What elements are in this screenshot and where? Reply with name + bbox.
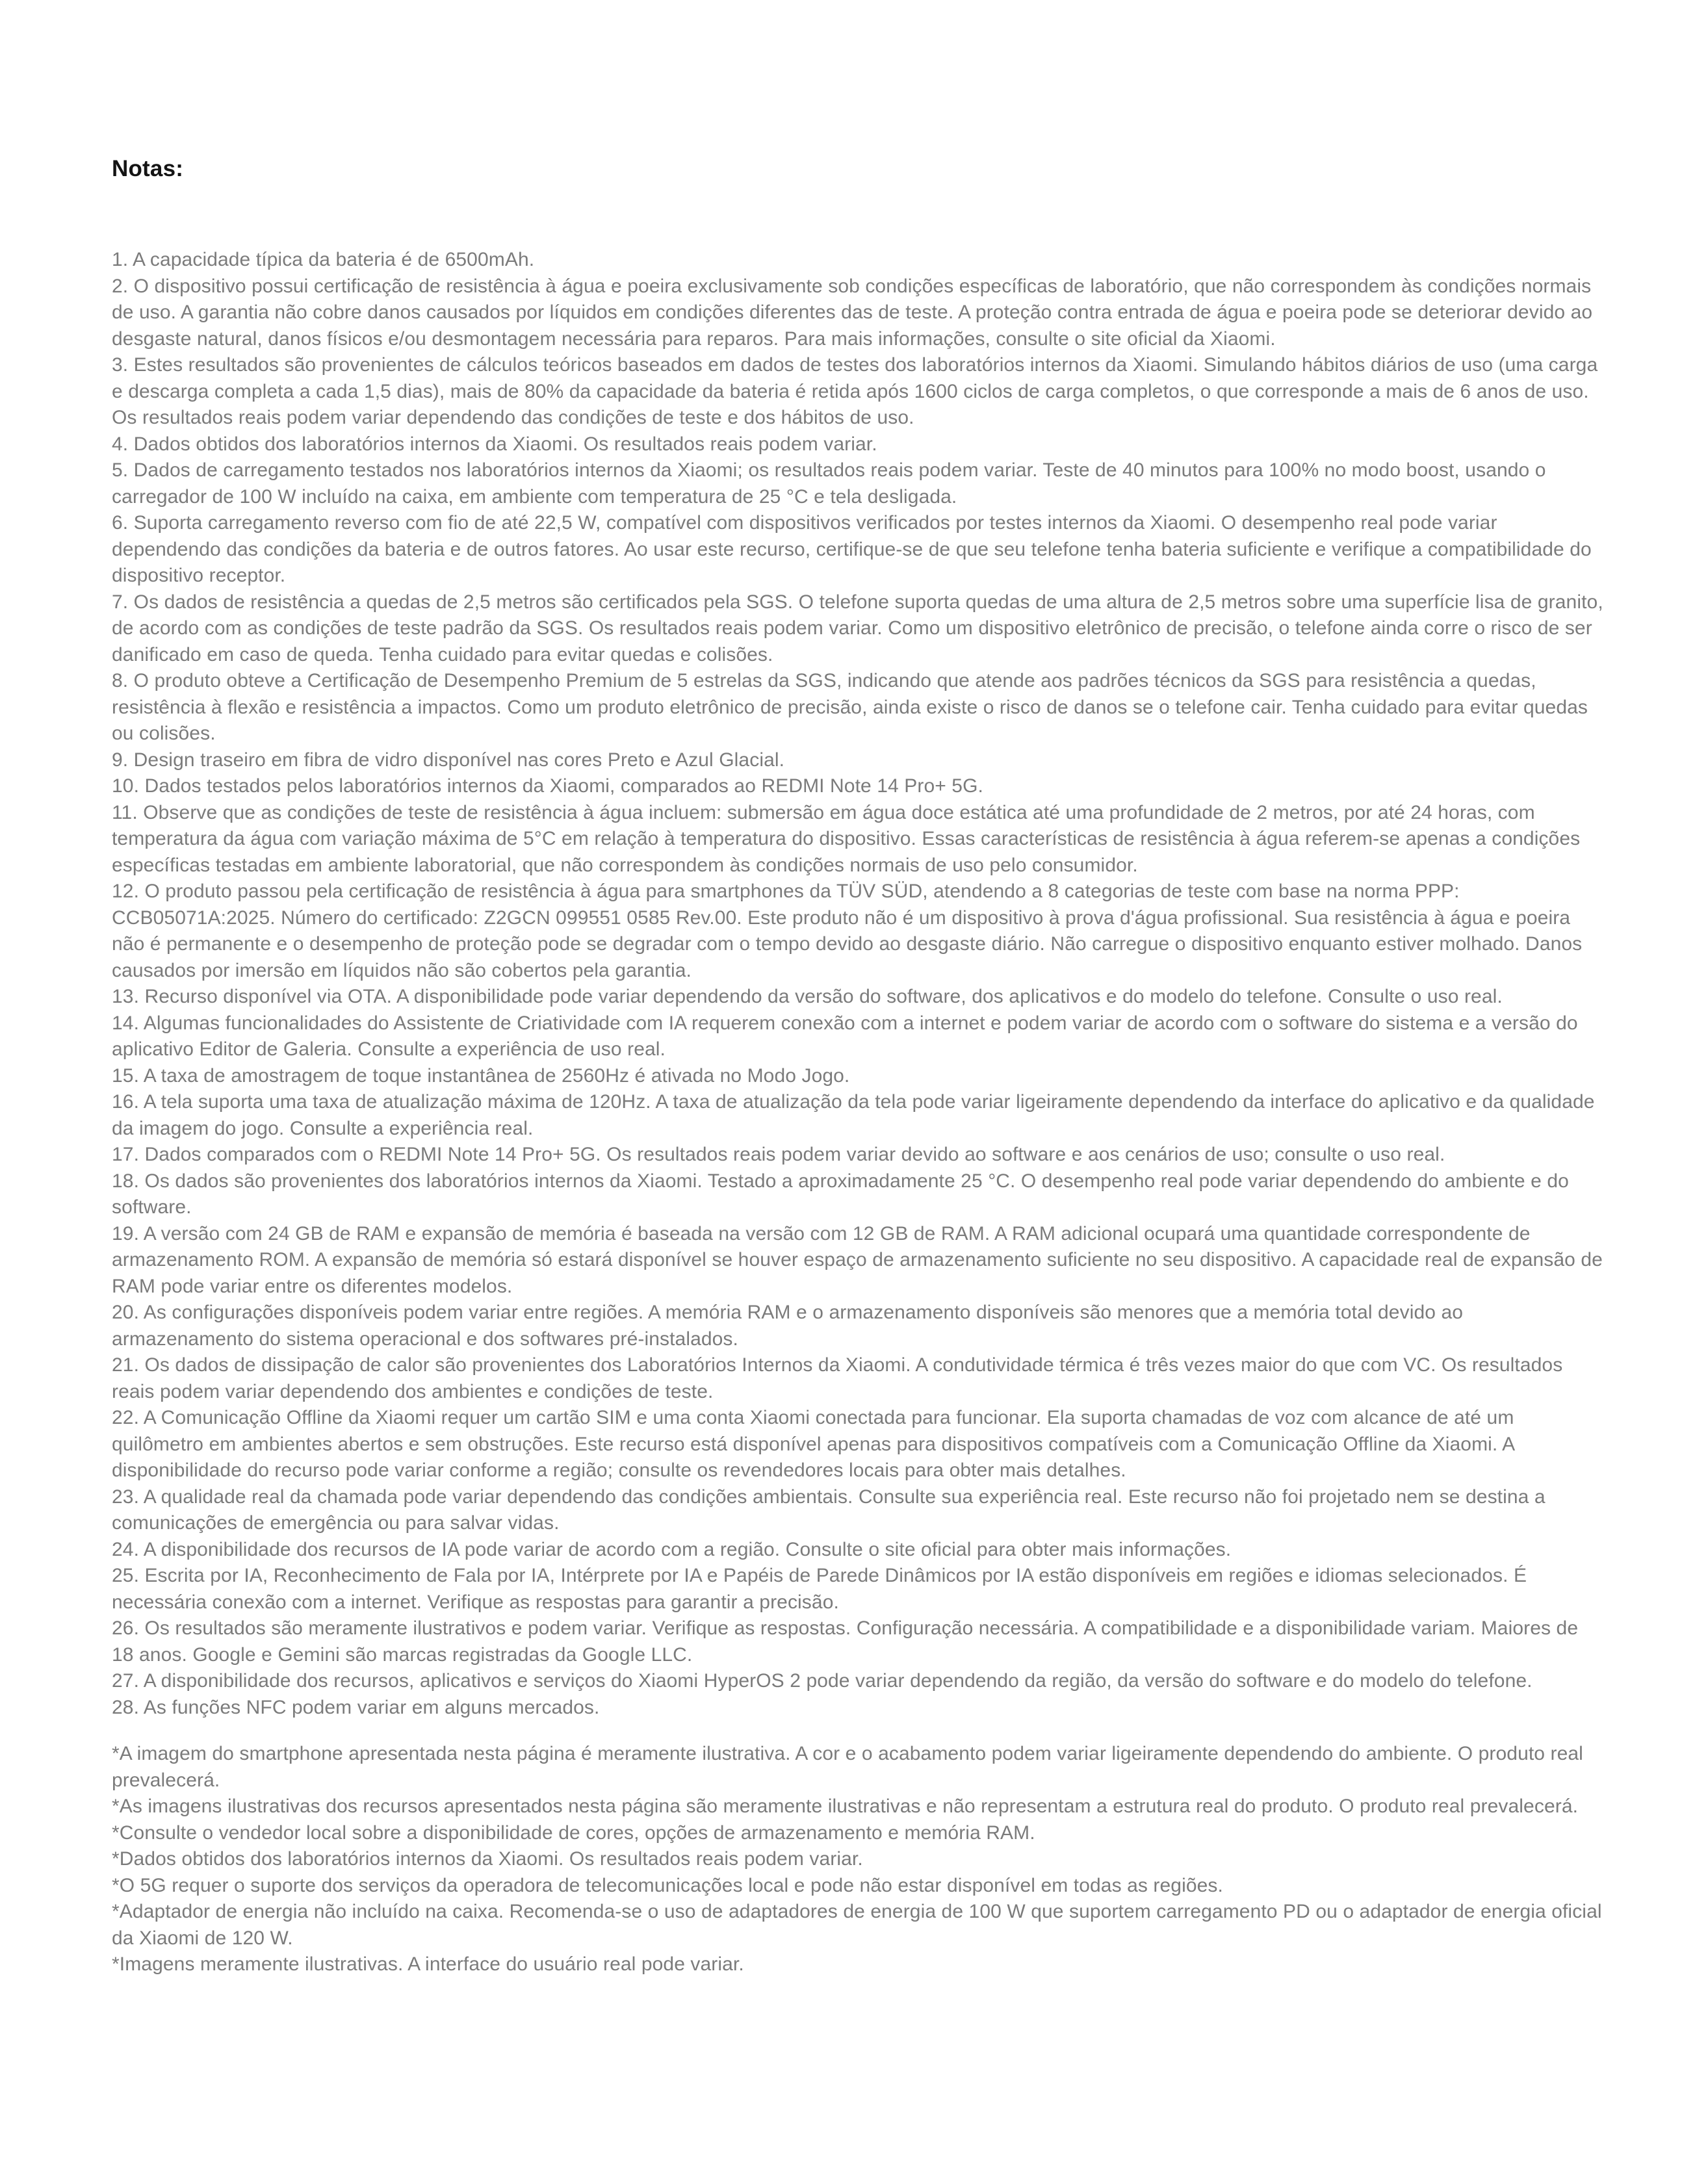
note-item: 20. As configurações disponíveis podem variar entre regiões. A memória RAM e o armazenamento disponíveis são menores que a memória total devido ao armazenamento do sistema operacional e dos softwares pré-instalados. <box>112 1302 1464 1350</box>
note-item: 10. Dados testados pelos laboratórios internos da Xiaomi, comparados ao REDMI Note 14 Pro+ 5G. <box>112 775 983 797</box>
note-item: 5. Dados de carregamento testados nos laboratórios internos da Xiaomi; os resultados reais podem variar. Teste de 40 minutos para 100% no modo boost, usando o carregador de 100 W incluído na caixa, em ambiente com temperatura de 25 °C e tela desligada. <box>112 459 1546 508</box>
note-item: 2. O dispositivo possui certificação de resistência à água e poeira exclusivamente sob condições específicas de laboratório, que não correspondem às condições normais de uso. A garantia não cobre danos causados por líquidos em condições diferentes das de teste. A proteção contra entrada de água e poeira pode se deteriorar devido ao desgaste natural, danos físicos e/ou desmontagem necessária para reparos. Para mais informações, consulte o site oficial da Xiaomi. <box>112 275 1593 350</box>
page-title: Notas: <box>112 156 184 181</box>
note-item: 4. Dados obtidos dos laboratórios internos da Xiaomi. Os resultados reais podem variar. <box>112 433 877 455</box>
footnotes-list <box>112 1741 1604 1978</box>
note-item: 25. Escrita por IA, Reconhecimento de Fala por IA, Intérprete por IA e Papéis de Parede Dinâmicos por IA estão disponíveis em regiões e idiomas selecionados. É necessária conexão com a internet. Verifique as respostas para garantir a precisão. <box>112 1565 1527 1613</box>
notes-section <box>112 155 1604 1978</box>
footnote-item: *Adaptador de energia não incluído na caixa. Recomenda-se o uso de adaptadores de energia de 100 W que suportem carregamento PD ou o adaptador de energia oficial da Xiaomi de 120 W. <box>112 1901 1602 1949</box>
note-item: 17. Dados comparados com o REDMI Note 14 Pro+ 5G. Os resultados reais podem variar devido ao software e aos cenários de uso; consulte o uso real. <box>112 1144 1445 1165</box>
note-item: 28. As funções NFC podem variar em alguns mercados. <box>112 1696 600 1718</box>
footnote-item: *Imagens meramente ilustrativas. A interface do usuário real pode variar. <box>112 1953 744 1975</box>
note-item: 18. Os dados são provenientes dos laboratórios internos da Xiaomi. Testado a aproximadamente 25 °C. O desempenho real pode variar dependendo do ambiente e do software. <box>112 1170 1569 1218</box>
note-item: 6. Suporta carregamento reverso com fio de até 22,5 W, compatível com dispositivos verificados por testes internos da Xiaomi. O desempenho real pode variar dependendo das condições da bateria e de outros fatores. Ao usar este recurso, certifique-se de que seu telefone tenha bateria suficiente e verifique a compatibilidade do dispositivo receptor. <box>112 512 1592 586</box>
note-item: 19. A versão com 24 GB de RAM e expansão de memória é baseada na versão com 12 GB de RAM. A RAM adicional ocupará uma quantidade correspondente de armazenamento ROM. A expansão de memória só estará disponível se houver espaço de armazenamento suficiente no seu dispositivo. A capacidade real de expansão de RAM pode variar entre os diferentes modelos. <box>112 1222 1603 1297</box>
note-item: 12. O produto passou pela certificação de resistência à água para smartphones da TÜV SÜD, atendendo a 8 categorias de teste com base na norma PPP: CCB05071A:2025. Número do certificado: Z2GCN 099551 0585 Rev.00. Este produto não é um dispositivo à prova d'água profissional. Sua resistência à água e poeira não é permanente e o desempenho de proteção pode se degradar com o tempo devido ao desgaste diário. Não carregue o dispositivo enquanto estiver molhado. Danos causados por imersão em líquidos não são cobertos pela garantia. <box>112 881 1583 981</box>
footnote-item: *O 5G requer o suporte dos serviços da operadora de telecomunicações local e pode não estar disponível em todas as regiões. <box>112 1874 1223 1896</box>
note-item: 16. A tela suporta uma taxa de atualização máxima de 120Hz. A taxa de atualização da tela pode variar ligeiramente dependendo da interface do aplicativo e da qualidade da imagem do jogo. Consulte a experiência real. <box>112 1091 1595 1139</box>
note-item: 9. Design traseiro em fibra de vidro disponível nas cores Preto e Azul Glacial. <box>112 749 785 771</box>
note-item: 21. Os dados de dissipação de calor são provenientes dos Laboratórios Internos da Xiaomi. A condutividade térmica é três vezes maior do que com VC. Os resultados reais podem variar dependendo dos ambientes e condições de teste. <box>112 1354 1563 1402</box>
note-item: 26. Os resultados são meramente ilustrativos e podem variar. Verifique as respostas. Configuração necessária. A compatibilidade e a disponibilidade variam. Maiores de 18 anos. Google e Gemini são marcas registradas da Google LLC. <box>112 1617 1579 1666</box>
note-item: 24. A disponibilidade dos recursos de IA pode variar de acordo com a região. Consulte o site oficial para obter mais informações. <box>112 1538 1232 1560</box>
footnote-item: *Dados obtidos dos laboratórios internos da Xiaomi. Os resultados reais podem variar. <box>112 1848 863 1870</box>
note-item: 23. A qualidade real da chamada pode variar dependendo das condições ambientais. Consulte sua experiência real. Este recurso não foi projetado nem se destina a comunicações de emergência ou para salvar vidas. <box>112 1486 1546 1534</box>
note-item: 8. O produto obteve a Certificação de Desempenho Premium de 5 estrelas da SGS, indicando que atende aos padrões técnicos da SGS para resistência a quedas, resistência à flexão e resistência a impactos. Como um produto eletrônico de precisão, ainda existe o risco de danos se o telefone cair. Tenha cuidado para evitar quedas ou colisões. <box>112 670 1588 744</box>
note-item: 3. Estes resultados são provenientes de cálculos teóricos baseados em dados de testes dos laboratórios internos da Xiaomi. Simulando hábitos diários de uso (uma carga e descarga completa a cada 1,5 dias), mais de 80% da capacidade da bateria é retida após 1600 ciclos de carga completos, o que corresponde a mais de 6 anos de uso. Os resultados reais podem variar dependendo das condições de teste e dos hábitos de uso. <box>112 354 1598 428</box>
note-item: 22. A Comunicação Offline da Xiaomi requer um cartão SIM e uma conta Xiaomi conectada para funcionar. Ela suporta chamadas de voz com alcance de até um quilômetro em ambientes abertos e sem obstruções. Este recurso está disponível apenas para dispositivos compatíveis com a Comunicação Offline da Xiaomi. A disponibilidade do recurso pode variar conforme a região; consulte os revendedores locais para obter mais detalhes. <box>112 1407 1514 1481</box>
footnote-item: *A imagem do smartphone apresentada nesta página é meramente ilustrativa. A cor e o acabamento podem variar ligeiramente dependendo do ambiente. O produto real prevalecerá. <box>112 1743 1583 1791</box>
note-item: 15. A taxa de amostragem de toque instantânea de 2560Hz é ativada no Modo Jogo. <box>112 1064 850 1087</box>
note-item: 7. Os dados de resistência a quedas de 2,5 metros são certificados pela SGS. O telefone suporta quedas de uma altura de 2,5 metros sobre uma superfície lisa de granito, de acordo com as condições de teste padrão da SGS. Os resultados reais podem variar. Como um dispositivo eletrônico de precisão, o telefone ainda corre o risco de ser danificado em caso de queda. Tenha cuidado para evitar quedas e colisões. <box>112 591 1603 665</box>
note-item: 27. A disponibilidade dos recursos, aplicativos e serviços do Xiaomi HyperOS 2 pode variar dependendo da região, da versão do software e do modelo do telefone. <box>112 1670 1533 1692</box>
footnote-item: *Consulte o vendedor local sobre a disponibilidade de cores, opções de armazenamento e memória RAM. <box>112 1822 1035 1844</box>
note-item: 13. Recurso disponível via OTA. A disponibilidade pode variar dependendo da versão do software, dos aplicativos e do modelo do telefone. Consulte o uso real. <box>112 986 1503 1007</box>
footnote-item: *As imagens ilustrativas dos recursos apresentados nesta página são meramente ilustrativas e não representam a estrutura real do produto. O produto real prevalecerá. <box>112 1796 1579 1817</box>
note-item: 11. Observe que as condições de teste de resistência à água incluem: submersão em água doce estática até uma profundidade de 2 metros, por até 24 horas, com temperatura da água com variação máxima de 5°C em relação à temperatura do dispositivo. Essas características de resistência à água referem-se apenas a condições específicas testadas em ambiente laboratorial, que não correspondem às condições normais de uso pelo consumidor. <box>112 801 1581 876</box>
note-item: 14. Algumas funcionalidades do Assistente de Criatividade com IA requerem conexão com a internet e podem variar de acordo com o software do sistema e a versão do aplicativo Editor de Galeria. Consulte a experiência de uso real. <box>112 1012 1578 1060</box>
notes-list <box>112 247 1604 1721</box>
note-item: 1. A capacidade típica da bateria é de 6500mAh. <box>112 249 535 270</box>
